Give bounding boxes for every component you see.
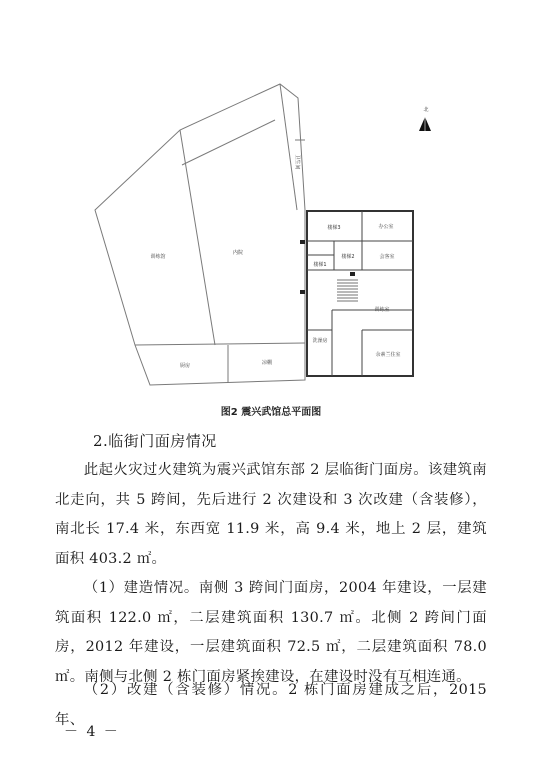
paragraph-1-text: 此起火灾过火建筑为震兴武馆东部 2 层临街门面房。该建筑南北走向，共 5 跨间，先后进行 2 次建设和 3 次改建（含装修），南北长 17.4 米，东西宽 11.9 米，高 9.4 米，地上 2 层，建筑面积 403.2 ㎡。	[55, 462, 487, 567]
figure-caption: 图2 震兴武馆总平面图	[220, 407, 322, 418]
room-label-toilet: 卫生间	[294, 154, 300, 170]
room-label-stairs-2: 楼梯2	[341, 254, 355, 260]
north-arrow-icon	[419, 117, 431, 131]
room-label-tea-room: 余素兰住室	[375, 352, 401, 358]
room-label-training-right: 训练室	[374, 307, 390, 313]
page-number: － 4 －	[64, 724, 120, 740]
left-building-outline	[95, 84, 305, 385]
room-label-training-left: 训练馆	[150, 254, 166, 260]
room-label-courtyard: 内院	[232, 250, 244, 256]
paragraph-2-text: （1）建造情况。南侧 3 跨间门面房，2004 年建设，一层建筑面积 122.0 ㎡，二层建筑面积 130.7 ㎡。北侧 2 跨间门面房，2012 年建设，一层建筑面积 72.5 ㎡，二层建筑面积 78.0 ㎡。南侧与北侧 2 栋门面房紧挨建设，在建设时没有互相连通。	[55, 580, 487, 685]
compass-label: 北	[423, 107, 429, 113]
section-heading: 2.临街门面房情况	[93, 432, 217, 450]
room-label-shed: 凉棚	[261, 360, 273, 366]
room-label-meeting: 会客室	[379, 254, 395, 260]
room-label-stairs-3: 楼梯3	[327, 225, 341, 231]
room-label-changing: 洗澡房	[312, 338, 328, 344]
paragraph-2	[55, 574, 487, 692]
paragraph-1	[55, 456, 487, 574]
room-label-kitchen: 厨房	[179, 363, 191, 369]
paragraph-3-text: （2）改建（含装修）情况。2 栋门面房建成之后，2015 年、	[55, 682, 487, 728]
room-label-stairs-1: 楼梯1	[313, 262, 327, 268]
room-label-office: 办公室	[378, 224, 394, 230]
